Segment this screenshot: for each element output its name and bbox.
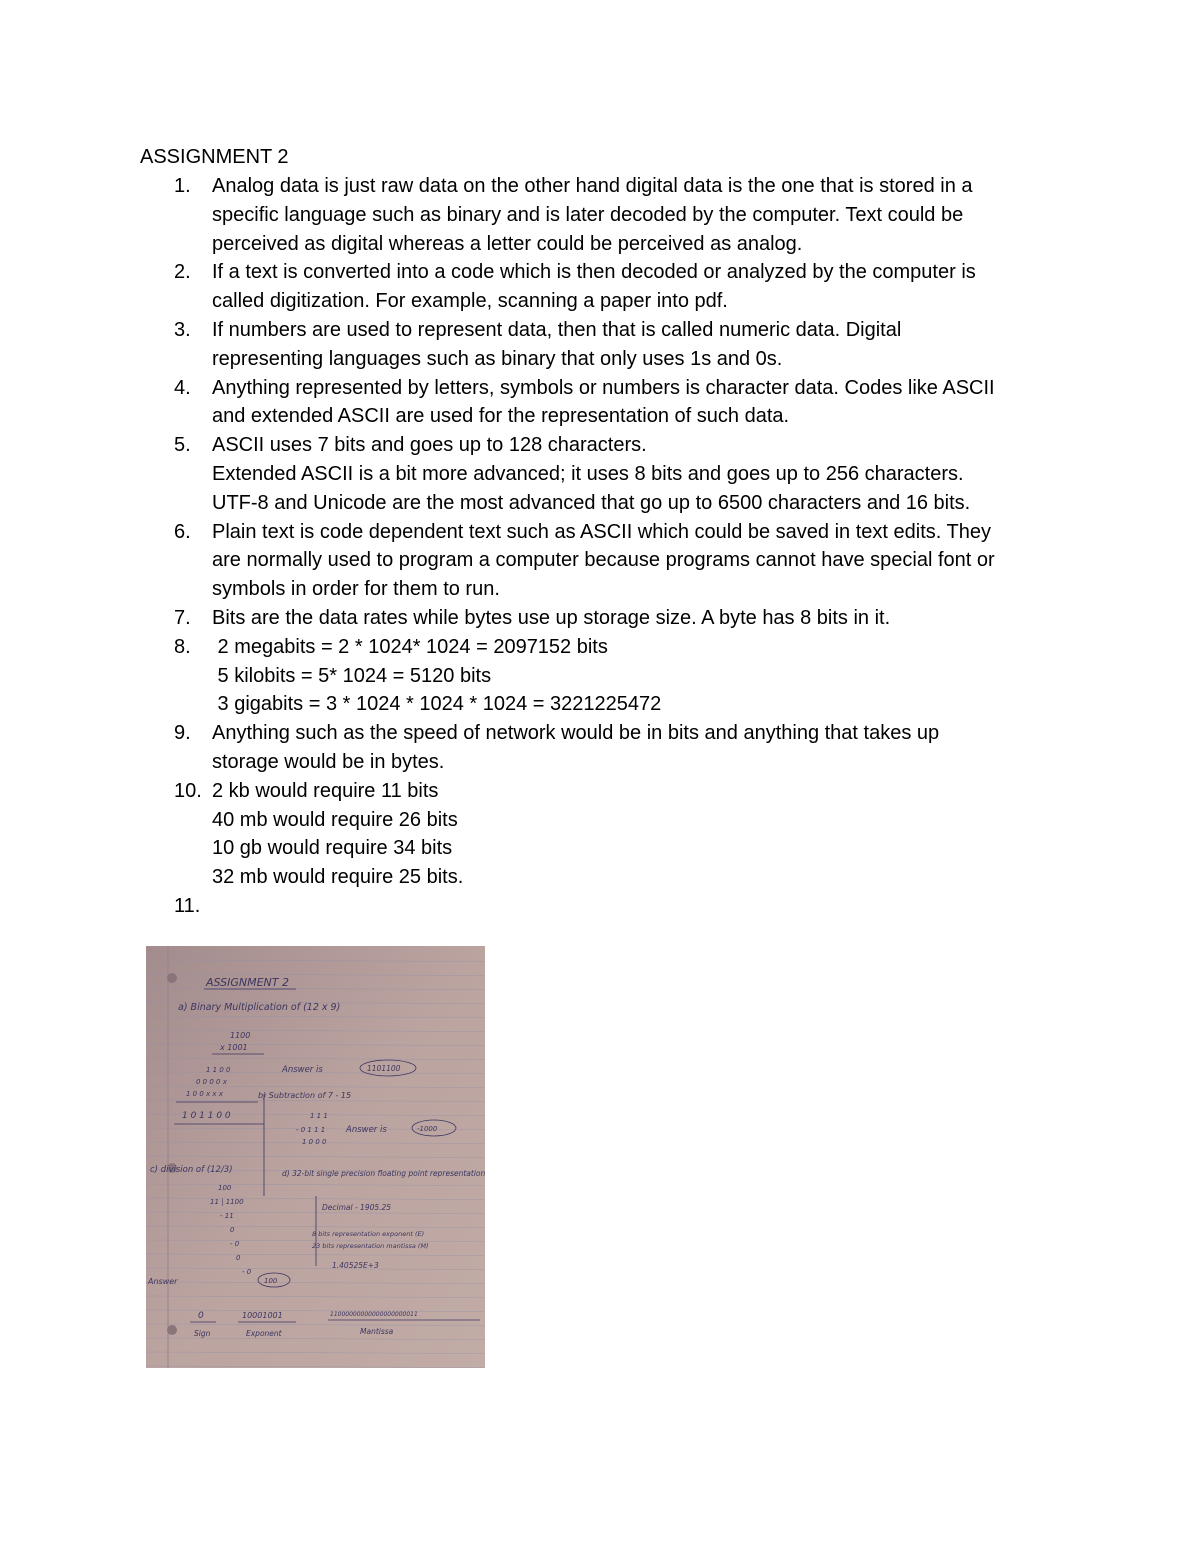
answer-item (140, 258, 1080, 316)
answer-item (140, 316, 1080, 374)
answer-number: 10. (174, 779, 202, 802)
hw-question-a: a) Binary Multiplication of (12 x 9) (178, 1002, 341, 1013)
answer-number: 1. (174, 175, 191, 197)
hw-sci-value: 1.40525E+3 (332, 1261, 379, 1270)
answer-item (140, 633, 1080, 719)
binder-hole-icon (167, 1325, 177, 1335)
answer-line: called digitization. For example, scanning a paper into pdf. (212, 290, 728, 313)
answer-line: If numbers are used to represent data, then that is called numeric data. Digital (212, 318, 902, 341)
answer-item (140, 892, 1080, 921)
answer-line: perceived as digital whereas a letter could be perceived as analog. (212, 232, 803, 255)
answer-line: UTF-8 and Unicode are the most advanced that go up to 6500 characters and 16 bits. (212, 491, 971, 514)
answer-item (140, 431, 1080, 517)
hw-decimal: Decimal - 1905.25 (322, 1203, 392, 1212)
answer-line: 2 kb would require 11 bits (212, 779, 439, 802)
hw-answer-b-label: Answer is (346, 1125, 387, 1135)
answer-item (140, 719, 1080, 777)
answer-line: 40 mb would require 26 bits (212, 808, 458, 831)
answer-number: 8. (174, 635, 191, 658)
answer-line: Anything such as the speed of network would be in bits and anything that takes up (212, 722, 940, 745)
hw-work-line: 0 0 0 0 x (196, 1078, 227, 1086)
hw-div-work: 100 (218, 1184, 232, 1192)
hw-mantissa-value: 11000000000000000000011 (330, 1311, 418, 1318)
hw-sign-value: 0 (198, 1311, 204, 1321)
answer-line: ASCII uses 7 bits and goes up to 128 characters. (212, 434, 647, 457)
answer-item (140, 172, 1080, 258)
hw-heading: ASSIGNMENT 2 (206, 976, 289, 989)
answer-number: 7. (174, 606, 191, 629)
answer-list (140, 172, 1080, 921)
answer-number: 6. (174, 520, 191, 543)
hw-div-work: 11 | 1100 (210, 1198, 244, 1206)
hw-sub-work: 1 1 1 (310, 1112, 328, 1120)
photo-canvas (146, 946, 485, 1368)
answer-item (140, 374, 1080, 432)
hw-div-work: - 0 (230, 1240, 240, 1248)
hw-question-b: b) Subtraction of 7 - 15 (258, 1091, 352, 1100)
hw-answer-c-value: 100 (264, 1277, 278, 1285)
hw-sign-label: Sign (194, 1329, 211, 1338)
hw-exponent-label: Exponent (246, 1329, 282, 1338)
answer-line: representing languages such as binary that only uses 1s and 0s. (212, 347, 783, 370)
answer-item (140, 518, 1080, 604)
hw-div-work: 0 (236, 1254, 241, 1262)
hw-answer-b-value: -1000 (417, 1125, 438, 1133)
answer-line: storage would be in bytes. (212, 750, 445, 773)
hw-mantissa-label: Mantissa (360, 1327, 394, 1336)
hw-exponent-note: 8 bits representation exponent (E) (312, 1230, 425, 1238)
answer-line: Plain text is code dependent text such as ASCII which could be saved in text edits. They (212, 520, 991, 543)
hw-answer-c-label: Answer (148, 1277, 178, 1286)
hw-answer-a-value: 1101100 (367, 1064, 401, 1073)
hw-question-c: c) division of (12/3) (150, 1165, 233, 1175)
answer-number: 3. (174, 318, 191, 341)
answer-line: Extended ASCII is a bit more advanced; it uses 8 bits and goes up to 256 characters. (212, 462, 964, 485)
hw-answer-a-label: Answer is (282, 1065, 323, 1075)
hw-mult-bottom: x 1001 (220, 1043, 248, 1052)
answer-line: Bits are the data rates while bytes use up storage size. A byte has 8 bits in it. (212, 606, 891, 629)
hw-work-line: 1 0 0 x x x (186, 1090, 223, 1098)
binder-hole-icon (167, 973, 177, 983)
handwritten-notes-photo (146, 946, 485, 1368)
answer-number: 11. (174, 894, 201, 917)
answer-line: 10 gb would require 34 bits (212, 837, 453, 860)
answer-line: symbols in order for them to run. (212, 578, 500, 601)
answer-number: 4. (174, 376, 191, 399)
hw-sub-work: 1 0 0 0 (302, 1138, 327, 1146)
hw-div-work: - 11 (220, 1212, 234, 1220)
answer-number: 5. (174, 434, 191, 457)
answer-line (212, 892, 1080, 921)
hw-mantissa-note: 23 bits representation mantissa (M) (312, 1242, 429, 1250)
hw-result-line: 1 0 1 1 0 0 (182, 1111, 231, 1121)
answer-line: Analog data is just raw data on the other hand digital data is the one that is stored in a (212, 175, 973, 197)
answer-number: 2. (174, 261, 191, 284)
answer-line: Anything represented by letters, symbols or numbers is character data. Codes like ASCII (212, 376, 995, 399)
answer-item (140, 604, 1080, 633)
hw-exponent-value: 10001001 (242, 1311, 283, 1320)
answer-line: and extended ASCII are used for the representation of such data. (212, 405, 790, 428)
answer-line: 5 kilobits = 5* 1024 = 5120 bits (212, 664, 492, 687)
hw-work-line: 1 1 0 0 (206, 1066, 231, 1074)
answer-number: 9. (174, 722, 191, 745)
hw-sub-work: - 0 1 1 1 (296, 1126, 326, 1134)
hw-div-work: - 0 (242, 1268, 252, 1276)
answer-line: If a text is converted into a code which is then decoded or analyzed by the computer is (212, 261, 976, 284)
answer-line: 3 gigabits = 3 * 1024 * 1024 * 1024 = 3221225472 (212, 693, 662, 716)
hw-question-d: d) 32-bit single precision floating point representation (282, 1169, 485, 1178)
answer-line: 2 megabits = 2 * 1024* 1024 = 2097152 bits (212, 635, 608, 658)
hw-div-work: 0 (230, 1226, 235, 1234)
document-title: ASSIGNMENT 2 (140, 146, 289, 168)
answer-line: specific language such as binary and is later decoded by the computer. Text could be (212, 203, 964, 226)
answer-item (140, 777, 1080, 892)
hw-mult-top: 1100 (230, 1031, 251, 1040)
answer-line: are normally used to program a computer because programs cannot have special font or (212, 549, 995, 572)
answer-line: 32 mb would require 25 bits. (212, 866, 464, 889)
